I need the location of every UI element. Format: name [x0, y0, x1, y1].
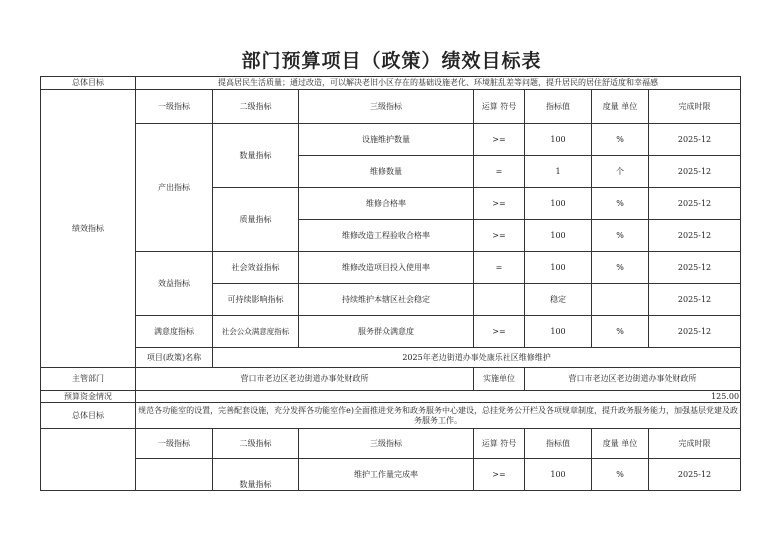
- table-row: [41, 403, 741, 429]
- indicator-name: 服务群众满意度: [299, 316, 474, 348]
- header-level2: 二级指标: [213, 429, 299, 459]
- level2-social: 社会效益指标: [213, 252, 299, 284]
- indicator-value: 100: [525, 252, 592, 284]
- header-level3: 三级指标: [299, 90, 474, 124]
- table-row: [41, 252, 741, 284]
- perf-indicator-label: 绩效指标: [41, 90, 136, 368]
- header-row: [41, 429, 741, 459]
- indicator-name: 维修改造工程验收合格率: [299, 220, 474, 252]
- level1-output: 产出指标: [136, 124, 213, 252]
- indicator-deadline: 2025-12: [649, 316, 741, 348]
- performance-table: [40, 76, 741, 491]
- level2-quantity-2: 数量指标: [213, 459, 299, 491]
- indicator-op: =: [474, 156, 525, 188]
- table-row: [41, 348, 741, 368]
- table-row: [41, 459, 741, 491]
- header-target: 指标值: [525, 90, 592, 124]
- project-name-label: 项目(政策)名称: [136, 348, 213, 368]
- indicator-deadline: 2025-12: [649, 284, 741, 316]
- dept-label: 主管部门: [41, 368, 136, 391]
- indicator-deadline: 2025-12: [649, 156, 741, 188]
- indicator-unit: %: [592, 459, 649, 491]
- indicator-value: 100: [525, 220, 592, 252]
- indicator-op: =: [474, 252, 525, 284]
- indicator-value: 100: [525, 124, 592, 156]
- table-row: [41, 368, 741, 391]
- table-row: [41, 124, 741, 156]
- overall-goal-label-2: 总体目标: [41, 403, 136, 429]
- level2-quality: 质量指标: [213, 188, 299, 252]
- fund-label: 预算资金情况: [41, 391, 136, 403]
- page-title: 部门预算项目（政策）绩效目标表: [241, 50, 542, 72]
- indicator-value: 稳定: [525, 284, 592, 316]
- indicator-op: >=: [474, 124, 525, 156]
- indicator-deadline: 2025-12: [649, 188, 741, 220]
- indicator-name: 维修合格率: [299, 188, 474, 220]
- header-deadline: 完成时限: [649, 90, 741, 124]
- table-row: [41, 316, 741, 348]
- table-row: [41, 77, 741, 90]
- header-operator: 运算 符号: [474, 90, 525, 124]
- header-unit: 度量 单位: [592, 90, 649, 124]
- indicator-name: 持续维护本辖区社会稳定: [299, 284, 474, 316]
- indicator-unit: [592, 284, 649, 316]
- overall-goal-text: 提高居民生活质量；通过改造，可以解决老旧小区存在的基础设施老化、环境脏乱差等问题，提升居民的居住舒适度和幸福感: [136, 77, 741, 90]
- header-operator: 运算 符号: [474, 429, 525, 459]
- overall-goal-text-2: 规范各功能室的设置，完善配套设施，充分发挥各功能室作e)全面推进党务和政务服务中心建设，总挂党务公开栏及各项规章制度，提升政务服务能力，加强基层党建及政务服务工作。: [136, 403, 741, 429]
- impl-label: 实施单位: [474, 368, 525, 391]
- indicator-op: >=: [474, 220, 525, 252]
- indicator-value: 100: [525, 188, 592, 220]
- header-row: [41, 90, 741, 124]
- indicator-value: 100: [525, 459, 592, 491]
- level1-partial: [136, 459, 213, 491]
- impl-value: 营口市老边区老边街道办事处财政所: [525, 368, 741, 391]
- header-target: 指标值: [525, 429, 592, 459]
- header-unit: 度量 单位: [592, 429, 649, 459]
- indicator-unit: %: [592, 252, 649, 284]
- level2-quantity: 数量指标: [213, 124, 299, 188]
- perf-indicator-label-2: [41, 429, 136, 491]
- page-cutoff: [0, 503, 783, 554]
- indicator-deadline: 2025-12: [649, 220, 741, 252]
- level2-public: 社会公众满意度指标: [213, 316, 299, 348]
- indicator-value: 100: [525, 316, 592, 348]
- level1-satisfaction: 满意度指标: [136, 316, 213, 348]
- header-level2: 二级指标: [213, 90, 299, 124]
- indicator-name: 维修改造项目投入使用率: [299, 252, 474, 284]
- indicator-name: 维护工作量完成率: [299, 459, 474, 491]
- indicator-name: 维修数量: [299, 156, 474, 188]
- header-deadline: 完成时限: [649, 429, 741, 459]
- indicator-deadline: 2025-12: [649, 252, 741, 284]
- header-level3: 三级指标: [299, 429, 474, 459]
- indicator-unit: 个: [592, 156, 649, 188]
- indicator-deadline: 2025-12: [649, 459, 741, 491]
- level1-benefit: 效益指标: [136, 252, 213, 316]
- indicator-value: 1: [525, 156, 592, 188]
- indicator-name: 设施维护数量: [299, 124, 474, 156]
- header-level1: 一级指标: [136, 429, 213, 459]
- level2-sustain: 可持续影响指标: [213, 284, 299, 316]
- indicator-op: >=: [474, 316, 525, 348]
- table-row: [41, 391, 741, 403]
- indicator-deadline: 2025-12: [649, 124, 741, 156]
- project-name-value: 2025年老边街道办事处康乐社区维修维护: [213, 348, 741, 368]
- overall-goal-label: 总体目标: [41, 77, 136, 90]
- indicator-unit: %: [592, 124, 649, 156]
- indicator-unit: %: [592, 316, 649, 348]
- indicator-unit: %: [592, 220, 649, 252]
- header-level1: 一级指标: [136, 90, 213, 124]
- fund-value: 125.00: [136, 391, 741, 403]
- dept-value: 营口市老边区老边街道办事处财政所: [136, 368, 474, 391]
- indicator-unit: %: [592, 188, 649, 220]
- indicator-op: >=: [474, 188, 525, 220]
- indicator-op: >=: [474, 459, 525, 491]
- indicator-op: [474, 284, 525, 316]
